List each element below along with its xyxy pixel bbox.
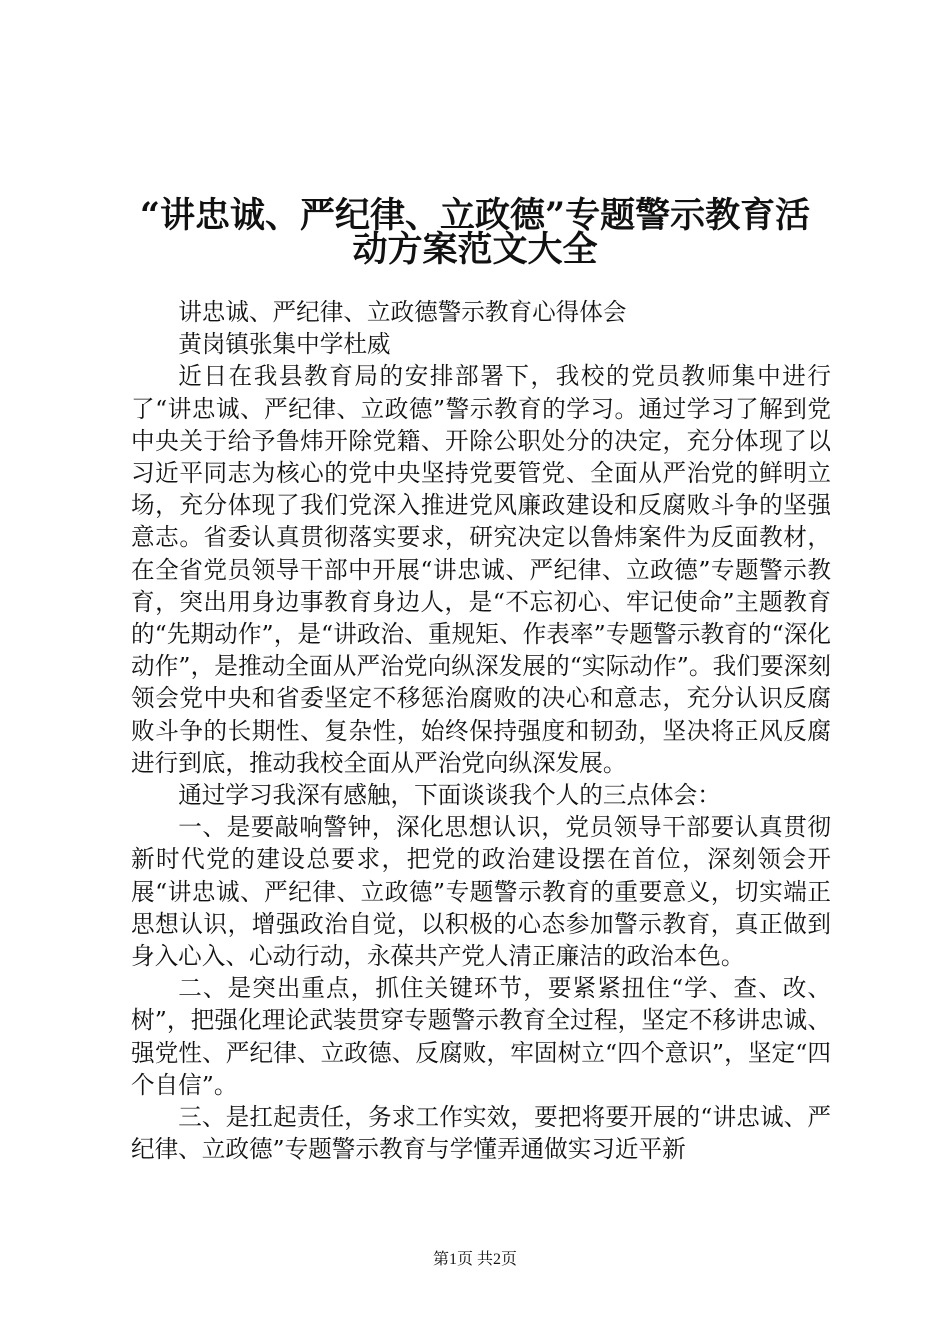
paragraph-author: 黄岗镇张集中学杜威 (178, 330, 391, 359)
document-title-line-2: 动方案范文大全 (352, 229, 598, 270)
paragraph-point-2: 二、是突出重点，抓住关键环节，要紧紧扭住“学、查、改、树”，把强化理论武装贯穿专题警示教育全过程，坚定不移讲忠诚、强党性、严纪律、立政德、反腐败，牢固树立“四个意识”，坚定“四个自信”。 (131, 974, 831, 1099)
paragraph-point-1: 一、是要敲响警钟，深化思想认识，党员领导干部要认真贯彻新时代党的建设总要求，把党的政治建设摆在首位，深刻领会开展“讲忠诚、严纪律、立政德”专题警示教育的重要意义，切实端正思想认识，增强政治自觉，以积极的心态参加警示教育，真正做到身入心入、心动行动，永葆共产党人清正廉洁的政治本色。 (131, 813, 831, 971)
paragraph-intro: 近日在我县教育局的安排部署下，我校的党员教师集中进行了“讲忠诚、严纪律、立政德”警示教育的学习。通过学习了解到党中央关于给予鲁炜开除党籍、开除公职处分的决定，充分体现了以习近平同志为核心的党中央坚持党要管党、全面从严治党的鲜明立场，充分体现了我们党深入推进党风廉政建设和反腐败斗争的坚强意志。省委认真贯彻落实要求，研究决定以鲁炜案件为反面教材，在全省党员领导干部中开展“讲忠诚、严纪律、立政德”专题警示教育，突出用身边事教育身边人，是“不忘初心、牢记使命”主题教育的“先期动作”，是“讲政治、重规矩、作表率”专题警示教育的“深化动作”，是推动全面从严治党向纵深发展的“实际动作”。我们要深刻领会党中央和省委坚定不移惩治腐败的决心和意志，充分认识反腐败斗争的长期性、复杂性，始终保持强度和韧劲，坚决将正风反腐进行到底，推动我校全面从严治党向纵深发展。 (131, 362, 831, 777)
document-title-line-1: “讲忠诚、严纪律、立政德”专题警示教育活 (139, 195, 811, 236)
paragraph-subtitle: 讲忠诚、严纪律、立政德警示教育心得体会 (178, 298, 627, 326)
document-body (131, 296, 831, 1165)
paragraph-lead: 通过学习我深有感触，下面谈谈我个人的三点体会： (178, 781, 721, 810)
page-footer: 第1页 共2页 (432, 1251, 517, 1268)
paragraph-point-3: 三、是扛起责任，务求工作实效，要把将要开展的“讲忠诚、严纪律、立政德”专题警示教育与学懂弄通做实习近平新 (131, 1103, 831, 1164)
